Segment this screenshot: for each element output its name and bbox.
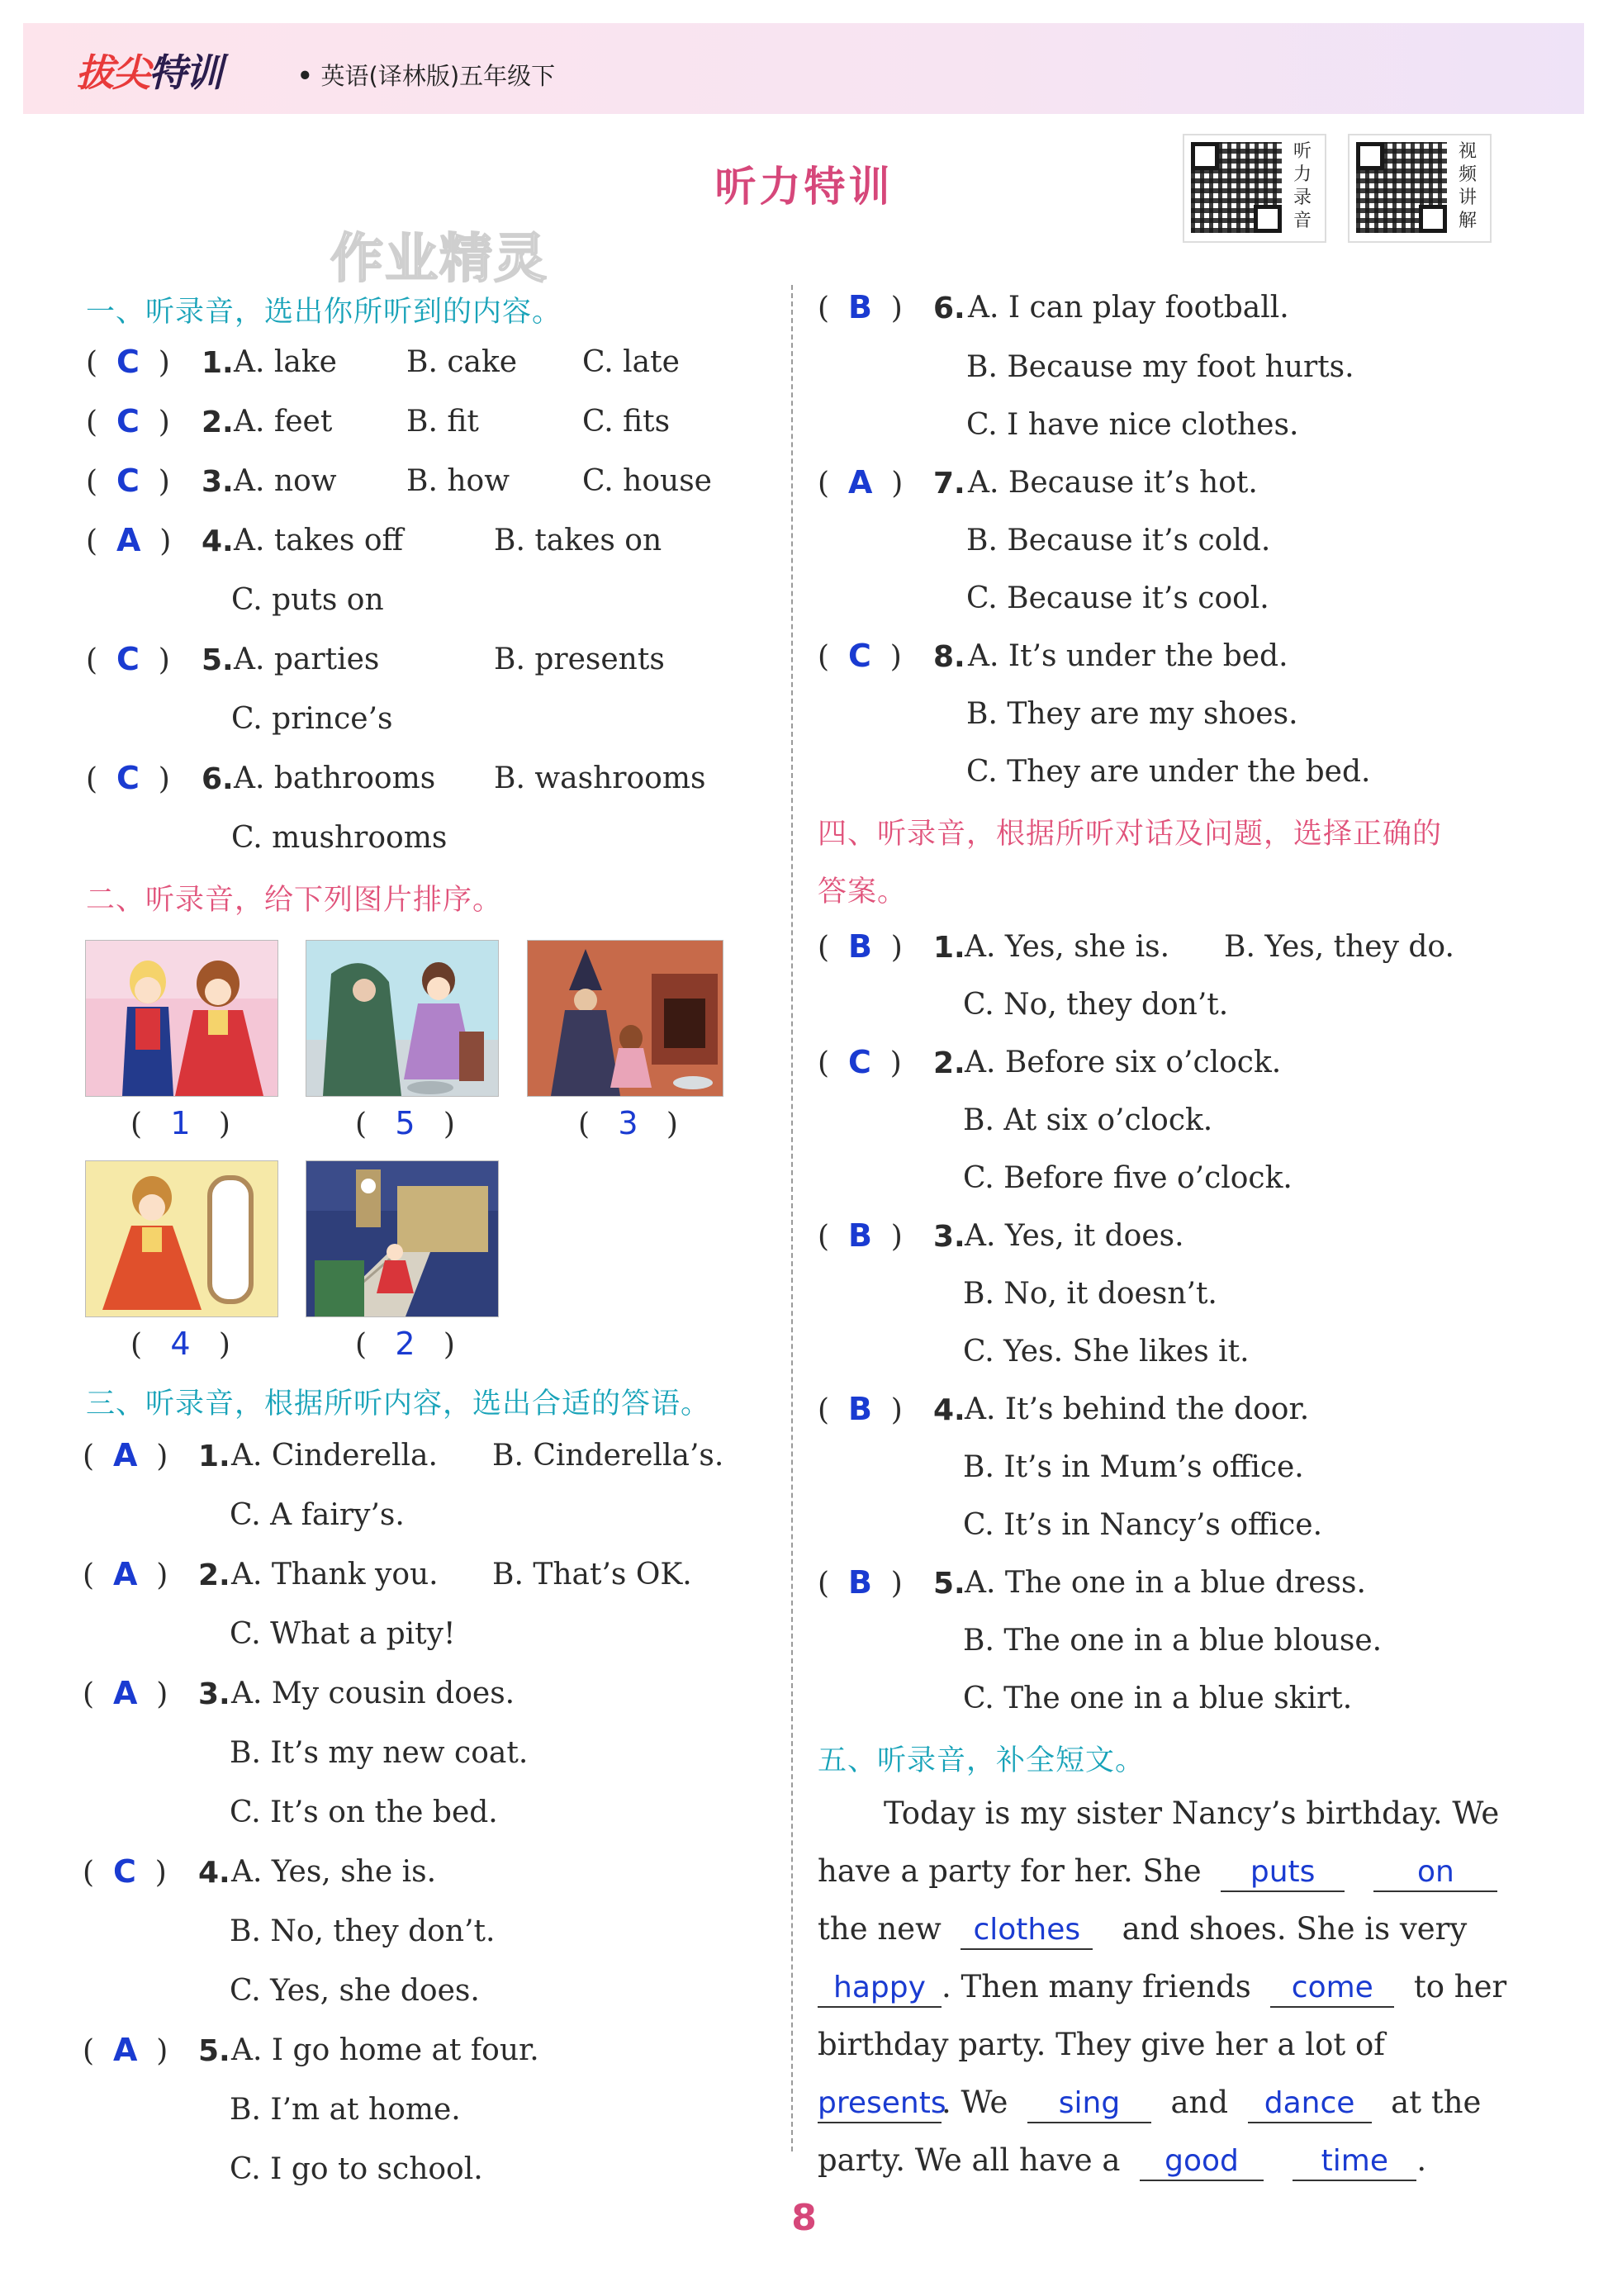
answer: B — [847, 1564, 872, 1601]
option-a: A. Before six o’clock. — [965, 1046, 1282, 1079]
option-c: C. Before five o’clock. — [963, 1161, 1293, 1195]
blank-answer: puts — [1221, 1854, 1345, 1892]
blank-answer: time — [1293, 2143, 1416, 2181]
bullet-dot: • — [297, 62, 313, 90]
answer: B — [847, 1391, 872, 1427]
question-number: 8. — [933, 640, 965, 674]
option-b: B. It’s in Mum’s office. — [963, 1450, 1304, 1484]
question-number: 4. — [933, 1393, 965, 1427]
book-name: 英语(译林版)五年级下 — [320, 62, 556, 90]
picture-cinderella-staircase — [306, 1160, 499, 1317]
page-title: 听力特训 — [714, 163, 894, 211]
passage-text: to her — [1413, 1969, 1507, 2004]
question-row: ( B ) 4. — [818, 1391, 965, 1427]
option-c: C. mushrooms — [231, 821, 448, 855]
option-c: C. puts on — [231, 583, 384, 617]
option-b: B. Yes, they do. — [1224, 930, 1454, 964]
question-number: 2. — [202, 406, 234, 439]
option-a: A. Yes, she is. — [231, 1855, 437, 1889]
passage-line-6 — [818, 2085, 1481, 2123]
option-b: B. fit — [406, 405, 479, 439]
question-row: ( C ) 2. — [86, 403, 234, 439]
answer: 5 — [395, 1105, 415, 1141]
option-a: A. lake — [234, 345, 337, 379]
question-number: 7. — [933, 467, 965, 500]
option-b: B. how — [406, 464, 510, 498]
question-number: 3. — [202, 465, 234, 499]
answer: C — [116, 641, 140, 677]
option-c: C. Because it’s cool. — [966, 581, 1269, 615]
option-b: B. Cinderella’s. — [492, 1439, 724, 1473]
option-a: A. It’s behind the door. — [965, 1392, 1310, 1426]
question-number: 5. — [202, 643, 234, 677]
option-b: B. takes on — [494, 524, 662, 557]
answer: A — [112, 1675, 138, 1711]
option-a: A. The one in a blue dress. — [965, 1566, 1366, 1600]
passage-line-1: Today is my sister Nancy’s birthday. We — [884, 1796, 1500, 1831]
question-number: 3. — [933, 1220, 965, 1254]
option-c: C. What a pity! — [230, 1617, 456, 1651]
passage-text: . — [1416, 2142, 1427, 2178]
option-a: A. Yes, it does. — [965, 1219, 1184, 1253]
picture-4-order: ( 4 ) — [130, 1326, 230, 1362]
question-row: ( A ) 5. — [83, 2032, 230, 2068]
picture-5-order: ( 2 ) — [355, 1326, 455, 1362]
blank-answer: presents — [818, 2085, 942, 2123]
option-b: B. washrooms — [494, 761, 706, 795]
section-4-heading: 四、听录音，根据所听对话及问题，选择正确的 — [818, 818, 1443, 851]
answer: C — [112, 1853, 136, 1890]
answer: C — [847, 1044, 871, 1080]
section-3-heading: 三、听录音，根据所听内容，选出合适的答语。 — [86, 1388, 711, 1421]
passage-line-4 — [818, 1969, 1506, 2008]
qr-code-video[interactable] — [1348, 134, 1492, 243]
option-a: A. bathrooms — [234, 761, 436, 795]
answer: 4 — [170, 1326, 191, 1362]
blank-answer: clothes — [961, 1912, 1093, 1950]
option-b: B. At six o’clock. — [963, 1103, 1213, 1137]
option-c: C. fits — [582, 405, 671, 439]
qr-label: 视频讲解 — [1458, 141, 1477, 231]
option-b: B. cake — [406, 345, 518, 379]
answer: A — [112, 1556, 138, 1592]
picture-1-order: ( 1 ) — [130, 1105, 230, 1141]
brand-logo — [76, 43, 221, 97]
passage-text: and — [1170, 2085, 1229, 2120]
option-a: A. It’s under the bed. — [968, 639, 1288, 673]
option-a: A. now — [234, 464, 337, 498]
passage-text: the new — [818, 1911, 942, 1947]
option-a: A. takes off — [234, 524, 404, 557]
question-number: 5. — [198, 2034, 230, 2068]
section-1-heading: 一、听录音，选出你所听到的内容。 — [86, 296, 562, 329]
option-b: B. It’s my new coat. — [230, 1736, 529, 1770]
question-row: ( C ) 8. — [818, 638, 965, 674]
qr-label: 听力录音 — [1293, 141, 1312, 231]
page-number: 8 — [791, 2197, 817, 2239]
answer: 1 — [170, 1105, 191, 1141]
option-c: C. The one in a blue skirt. — [963, 1682, 1353, 1715]
option-a: A. Yes, she is. — [965, 930, 1170, 964]
question-number: 4. — [202, 524, 234, 558]
answer: 2 — [395, 1326, 415, 1362]
option-a: A. parties — [234, 643, 380, 676]
question-number: 4. — [198, 1856, 230, 1890]
picture-witch-and-cinderella — [527, 940, 723, 1097]
column-divider — [791, 285, 793, 2151]
question-row: ( A ) 4. — [86, 522, 234, 558]
blank-answer: good — [1140, 2143, 1264, 2181]
option-c: C. They are under the bed. — [966, 755, 1371, 789]
question-row: ( A ) 1. — [83, 1437, 230, 1473]
passage-text: . We — [942, 2085, 1008, 2120]
answer: A — [112, 2032, 138, 2068]
option-a: A. Because it’s hot. — [968, 466, 1258, 500]
option-c: C. I go to school. — [230, 2152, 483, 2186]
option-a: A. Thank you. — [231, 1558, 439, 1592]
passage-text: and shoes. She is very — [1122, 1911, 1468, 1947]
option-a: A. I can play football. — [968, 291, 1289, 325]
question-number: 6. — [933, 292, 965, 325]
answer: B — [847, 1217, 872, 1254]
question-number: 1. — [933, 931, 965, 965]
option-b: B. No, it doesn’t. — [963, 1277, 1217, 1311]
brand-part1: 拔尖 — [76, 50, 149, 95]
passage-line-5: birthday party. They give her a lot of — [818, 2027, 1385, 2062]
passage-text: party. We all have a — [818, 2142, 1121, 2178]
book-title — [297, 58, 555, 92]
answer: A — [116, 522, 141, 558]
option-a: A. feet — [234, 405, 333, 439]
blank-answer: happy — [818, 1970, 942, 2008]
option-c: C. It’s on the bed. — [230, 1796, 498, 1829]
blank-answer: dance — [1248, 2085, 1372, 2123]
option-c: C. A fairy’s. — [230, 1498, 405, 1532]
question-number: 2. — [933, 1046, 965, 1080]
question-row: ( A ) 2. — [83, 1556, 230, 1592]
question-row: ( C ) 3. — [86, 463, 234, 499]
passage-line-2 — [818, 1853, 1497, 1892]
option-b: B. That’s OK. — [492, 1558, 692, 1592]
option-c: C. late — [582, 345, 680, 379]
question-row: ( A ) 3. — [83, 1675, 230, 1711]
option-c: C. Yes, she does. — [230, 1974, 480, 2008]
picture-cinderella-mirror — [85, 1160, 278, 1317]
picture-3-order: ( 3 ) — [578, 1105, 678, 1141]
question-number: 1. — [198, 1440, 230, 1473]
blank-answer: come — [1270, 1970, 1394, 2008]
question-row: ( C ) 6. — [86, 760, 234, 796]
section-2-heading: 二、听录音，给下列图片排序。 — [86, 884, 503, 917]
question-number: 5. — [933, 1567, 965, 1601]
question-number: 2. — [198, 1558, 230, 1592]
passage-line-7 — [818, 2142, 1426, 2181]
header-banner — [23, 23, 1584, 114]
question-row: ( B ) 6. — [818, 289, 965, 325]
option-b: B. I’m at home. — [230, 2093, 461, 2127]
passage-text: have a party for her. She — [818, 1853, 1202, 1889]
answer: 3 — [618, 1105, 638, 1141]
question-row: ( A ) 7. — [818, 464, 965, 500]
option-b: B. The one in a blue blouse. — [963, 1624, 1383, 1658]
answer: C — [116, 403, 140, 439]
answer: B — [847, 289, 872, 325]
option-c: C. I have nice clothes. — [966, 408, 1299, 442]
answer: B — [847, 928, 872, 965]
option-b: B. They are my shoes. — [966, 697, 1298, 731]
question-number: 3. — [198, 1677, 230, 1711]
question-row: ( C ) 1. — [86, 344, 234, 380]
question-number: 1. — [202, 346, 234, 380]
option-b: B. Because it’s cold. — [966, 524, 1271, 557]
answer: C — [847, 638, 871, 674]
answer: C — [116, 760, 140, 796]
question-row: ( B ) 3. — [818, 1217, 965, 1254]
picture-prince-and-cinderella — [85, 940, 278, 1097]
option-a: A. I go home at four. — [231, 2033, 539, 2067]
blank-answer: sing — [1027, 2085, 1151, 2123]
option-a: A. My cousin does. — [231, 1677, 515, 1710]
answer: C — [116, 344, 140, 380]
option-b: B. No, they don’t. — [230, 1914, 496, 1948]
answer: A — [847, 464, 873, 500]
option-b: B. presents — [494, 643, 665, 676]
picture-2-order: ( 5 ) — [355, 1105, 455, 1141]
question-row: ( C ) 4. — [83, 1853, 230, 1890]
blank-answer: on — [1373, 1854, 1497, 1892]
section-4-heading-cont: 答案。 — [818, 875, 908, 908]
brand-part2: 特训 — [149, 50, 221, 95]
qr-code-icon — [1356, 142, 1447, 233]
option-c: C. prince’s — [231, 702, 393, 736]
passage-line-3 — [818, 1911, 1467, 1950]
option-a: A. Cinderella. — [231, 1439, 438, 1473]
passage-text: at the — [1391, 2085, 1482, 2120]
watermark: 作业精灵 — [330, 229, 548, 290]
option-c: C. It’s in Nancy’s office. — [963, 1508, 1323, 1542]
question-number: 6. — [202, 762, 234, 796]
option-c: C. house — [582, 464, 712, 498]
option-c: C. No, they don’t. — [963, 988, 1229, 1022]
option-b: B. Because my foot hurts. — [966, 350, 1354, 384]
qr-code-audio[interactable] — [1183, 134, 1326, 243]
question-row: ( C ) 2. — [818, 1044, 965, 1080]
option-c: C. Yes. She likes it. — [963, 1335, 1250, 1369]
answer: A — [112, 1437, 138, 1473]
answer: C — [116, 463, 140, 499]
question-row: ( C ) 5. — [86, 641, 234, 677]
section-5-heading: 五、听录音，补全短文。 — [818, 1744, 1146, 1777]
passage-text: . Then many friends — [942, 1969, 1251, 2004]
qr-code-icon — [1191, 142, 1282, 233]
question-row: ( B ) 5. — [818, 1564, 965, 1601]
question-row: ( B ) 1. — [818, 928, 965, 965]
picture-fairy-and-cinderella — [306, 940, 499, 1097]
